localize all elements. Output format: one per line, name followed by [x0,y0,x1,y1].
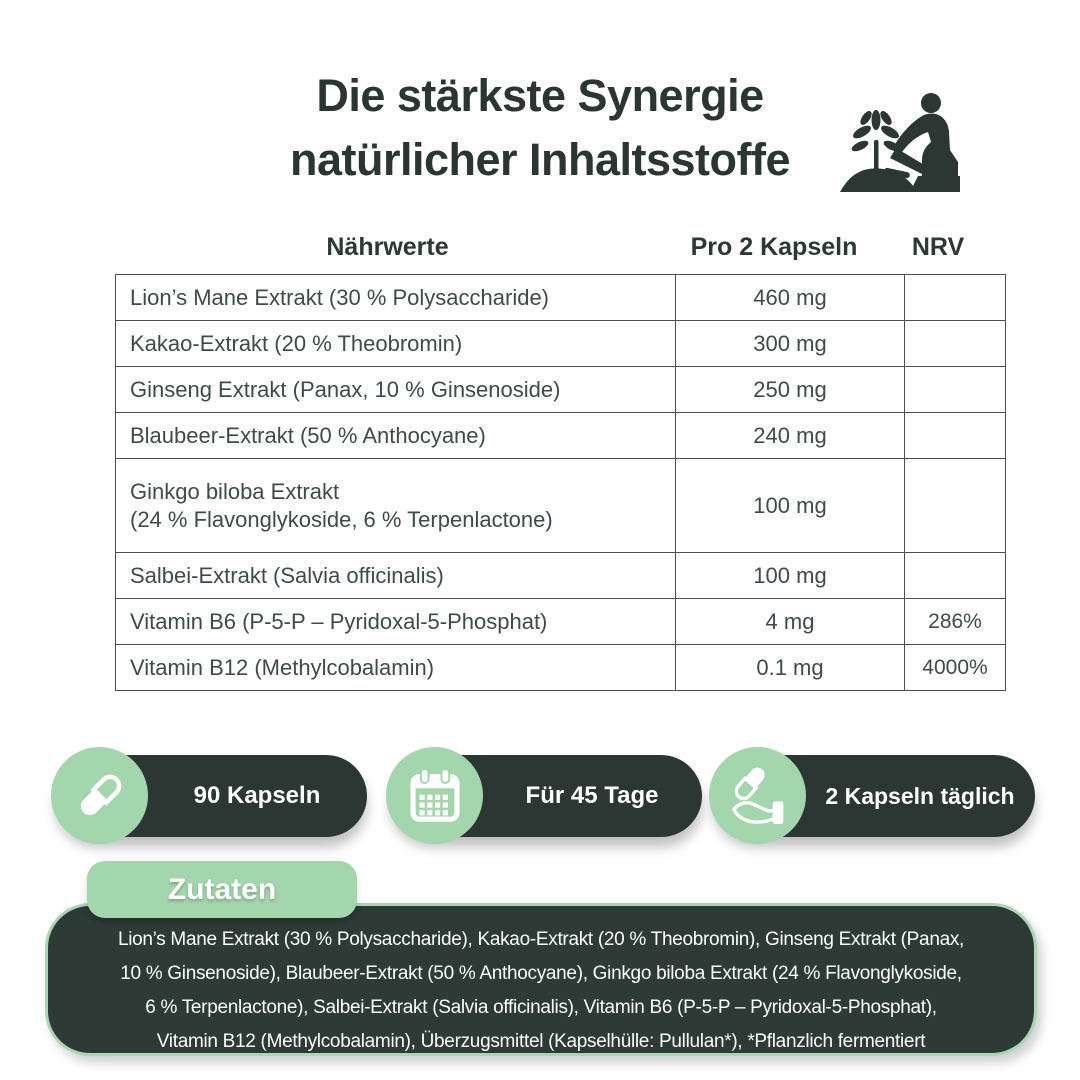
nutrient-nrv [905,367,1006,413]
nutrient-amount: 0.1 mg [676,645,905,691]
table-row [116,599,1006,645]
nutrient-nrv: 4000% [905,645,1006,691]
nutrient-amount: 100 mg [676,553,905,599]
nutrient-amount: 250 mg [676,367,905,413]
table-row [116,645,1006,691]
nutrient-nrv [905,413,1006,459]
nutrient-nrv [905,275,1006,321]
planting-icon [838,88,966,192]
capsule-icon [51,747,148,844]
table-row [116,321,1006,367]
nutrient-nrv [905,459,1006,553]
table-row [116,413,1006,459]
nutrient-name: Vitamin B12 (Methylcobalamin) [116,645,676,691]
calendar-icon [386,747,483,844]
nutrient-name: Blaubeer-Extrakt (50 % Anthocyane) [116,413,676,459]
title-line-2: natürlicher Inhaltsstoffe [289,134,791,185]
ingredients-line: 6 % Terpenlactone), Salbei-Extrakt (Salvia officinalis), Vitamin B6 (P-5-P – Pyridoxal-5-Phosphat), [145,997,937,1018]
table-row [116,553,1006,599]
nutrient-name: Salbei-Extrakt (Salvia officinalis) [116,553,676,599]
nutrient-nrv [905,321,1006,367]
ingredients-line: Lion’s Mane Extrakt (30 % Polysaccharide), Kakao-Extrakt (20 % Theobromin), Ginseng Extrakt (Panax, [117,929,965,950]
table-row [116,367,1006,413]
table-header-nrv: NRV [911,233,965,261]
badge-label: Für 45 Tage [525,782,659,809]
badge-daily-dose [713,755,1035,837]
nutrient-name-line1: Ginkgo biloba Extrakt [130,478,340,504]
nutrient-amount: 240 mg [676,413,905,459]
nutrient-name: Vitamin B6 (P-5-P – Pyridoxal-5-Phosphat) [116,599,676,645]
badge-duration [390,755,702,837]
nutrient-nrv [905,553,1006,599]
badge-label: 2 Kapseln täglich [825,782,1015,809]
nutrient-name: Kakao-Extrakt (20 % Theobromin) [116,321,676,367]
hand-capsule-icon [709,747,806,844]
nutrient-name [116,459,676,553]
nutrient-amount: 460 mg [676,275,905,321]
table-row [116,459,1006,553]
nutrient-amount: 100 mg [676,459,905,553]
nutrient-name-line2: (24 % Flavonglykoside, 6 % Terpenlactone) [130,506,553,532]
title-line-1: Die stärkste Synergie [316,70,764,121]
ingredients-heading [87,861,357,918]
ingredients-box [45,903,1037,1056]
nutrient-amount: 4 mg [676,599,905,645]
badge-label: 90 Kapseln [193,782,321,809]
table-row [116,275,1006,321]
ingredients-heading-label: Zutaten [167,872,277,906]
ingredients-line: Vitamin B12 (Methylcobalamin), Überzugsmittel (Kapselhülle: Pullulan*), *Pflanzlich fermentiert [156,1031,926,1052]
ingredients-line: 10 % Ginsenoside), Blaubeer-Extrakt (50 % Anthocyane), Ginkgo biloba Extrakt (24 % Flavonglykoside, [120,963,962,984]
nutrient-amount: 300 mg [676,321,905,367]
table-header-naehrwerte: Nährwerte [326,233,449,261]
nutrition-table [115,274,1006,691]
nutrient-name: Ginseng Extrakt (Panax, 10 % Ginsenoside) [116,367,676,413]
table-header-row [115,233,988,269]
table-header-pro-2-kapseln: Pro 2 Kapseln [690,233,858,261]
nutrient-name: Lion’s Mane Extrakt (30 % Polysaccharide) [116,275,676,321]
nutrient-nrv: 286% [905,599,1006,645]
badge-capsule-count [55,755,367,837]
